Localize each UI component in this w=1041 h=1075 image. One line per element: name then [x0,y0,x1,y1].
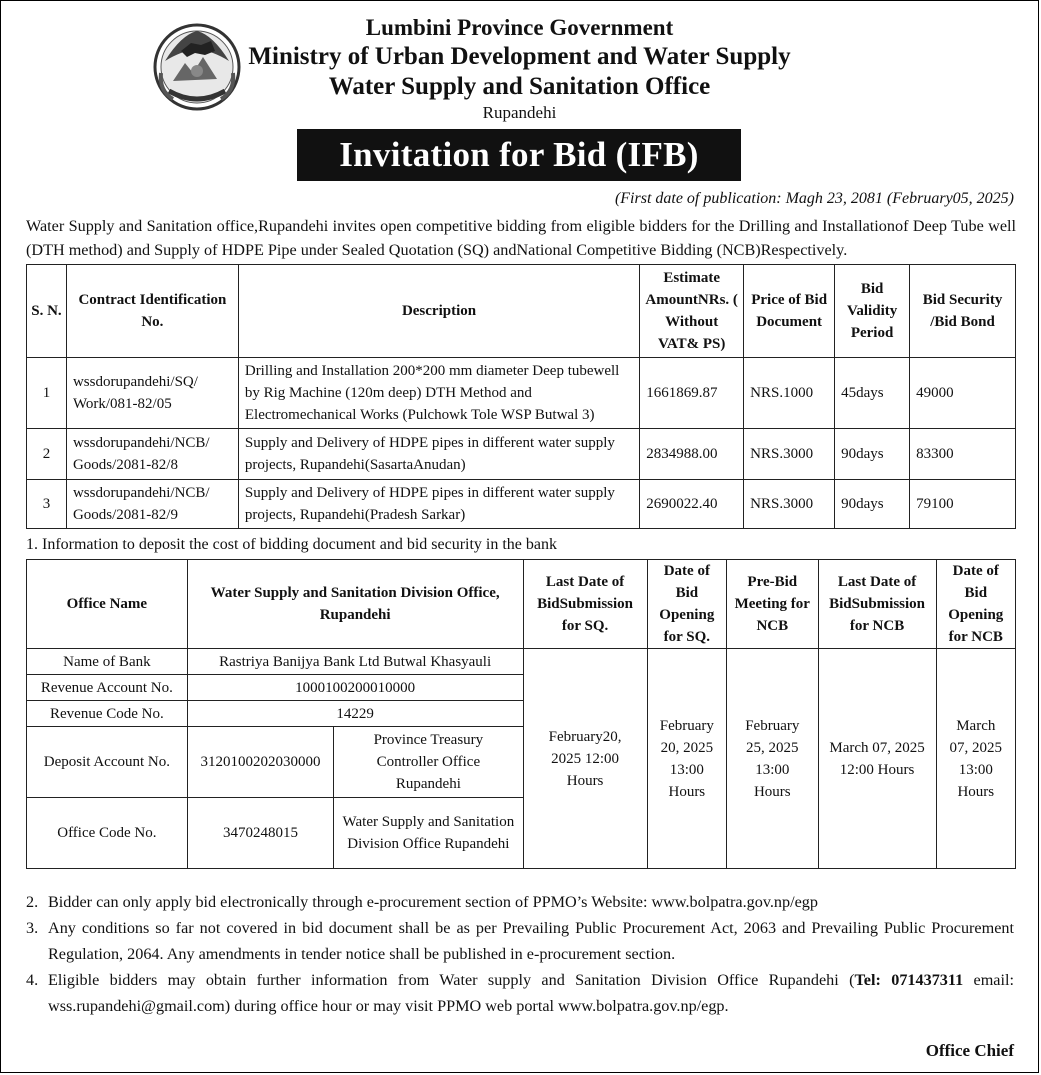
cell-validity: 45days [835,358,910,429]
deposit-account-value: 3120100202030000 [187,727,334,798]
intro-paragraph: Water Supply and Sanitation office,Rupandehi invites open competitive bidding from eligible bidders for the Drilling and Installationof Deep Tube well (DTH method) and Supply of HDPE Pipe under Sealed Quotation (SQ) andNational Competitive Bidding (NCB)Respectively. [26,217,1016,259]
cell-security: 49000 [910,358,1016,429]
cell-validity: 90days [835,429,910,480]
cell-description: Supply and Delivery of HDPE pipes in different water supply projects, Rupandehi(SasartaAnudan) [238,429,639,480]
col-prebid-ncb: Pre-Bid Meeting for NCB [727,560,819,649]
col-description: Description [238,265,639,358]
revenue-account-value: 1000100200010000 [187,675,523,701]
header-province: Lumbini Province Government [365,15,674,40]
note-item [26,967,1014,1019]
cell-contract-id: wssdorupandehi/NCB/ Goods/2081-82/9 [66,480,238,529]
note-number: 3. [26,919,39,937]
cell-estimate: 2690022.40 [640,480,744,529]
revenue-code-value: 14229 [187,701,523,727]
col-security: Bid Security /Bid Bond [910,265,1016,358]
header-office: Water Supply and Sanitation Office [328,73,711,100]
cell-security: 79100 [910,480,1016,529]
col-sn: S. N. [27,265,67,358]
col-last-date-ncb: Last Date of BidSubmission for NCB [818,560,936,649]
opening-sq-value: February 20, 2025 13:00 Hours [647,649,726,869]
col-validity: Bid Validity Period [835,265,910,358]
cell-sn: 2 [27,429,67,480]
cell-price: NRS.1000 [744,358,835,429]
office-code-label: Office Code No. [27,798,188,869]
notes-list [26,889,1014,1019]
office-code-value: 3470248015 [187,798,334,869]
signoff: Office Chief [925,1041,1014,1060]
last-date-sq-value: February20, 2025 12:00 Hours [523,649,647,869]
bank-name-label: Name of Bank [27,649,188,675]
table-row [27,358,1016,429]
col-estimate: Estimate AmountNRs. ( Without VAT& PS) [640,265,744,358]
page-title: Invitation for Bid (IFB) [297,129,741,181]
bank-table [26,559,1016,869]
note-text: Bidder can only apply bid electronically through e-procurement section of PPMO’s Website: www.bolpatra.gov.np/egp [48,893,818,911]
bank-header-row [27,560,1016,649]
col-price: Price of Bid Document [744,265,835,358]
cell-price: NRS.3000 [744,429,835,480]
opening-ncb-value: March 07, 2025 13:00 Hours [936,649,1015,869]
cell-estimate: 2834988.00 [640,429,744,480]
cell-description: Supply and Delivery of HDPE pipes in different water supply projects, Rupandehi(Pradesh Sarkar) [238,480,639,529]
cell-validity: 90days [835,480,910,529]
deposit-account-office: Province Treasury Controller Office Rupandehi [334,727,523,798]
table-row [27,429,1016,480]
info-bank-deposit: 1. Information to deposit the cost of bidding document and bid security in the bank [26,536,558,553]
cell-contract-id: wssdorupandehi/SQ/ Work/081-82/05 [66,358,238,429]
note-number: 2. [26,893,39,911]
cell-sn: 3 [27,480,67,529]
office-code-office: Water Supply and Sanitation Division Office Rupandehi [334,798,523,869]
contact-telephone: Tel: 071437311 [854,971,964,989]
col-contract-id: Contract Identification No. [66,265,238,358]
col-last-date-sq: Last Date of BidSubmission for SQ. [523,560,647,649]
cell-sn: 1 [27,358,67,429]
cell-price: NRS.3000 [744,480,835,529]
cell-contract-id: wssdorupandehi/NCB/ Goods/2081-82/8 [66,429,238,480]
cell-description: Drilling and Installation 200*200 mm diameter Deep tubewell by Rig Machine (120m deep) DTH Method and Electromechanical Works (Pulchowk Tole WSP Butwal 3) [238,358,639,429]
note-item [26,915,1014,967]
cell-estimate: 1661869.87 [640,358,744,429]
header-district: Rupandehi [482,103,557,122]
revenue-code-label: Revenue Code No. [27,701,188,727]
header-ministry: Ministry of Urban Development and Water Supply [248,43,791,70]
last-date-ncb-value: March 07, 2025 12:00 Hours [818,649,936,869]
col-opening-ncb: Date of Bid Opening for NCB [936,560,1015,649]
bank-name-value: Rastriya Banijya Bank Ltd Butwal Khasyauli [187,649,523,675]
col-opening-sq: Date of Bid Opening for SQ. [647,560,726,649]
table-row [27,480,1016,529]
table-header-row [27,265,1016,358]
prebid-ncb-value: February 25, 2025 13:00 Hours [727,649,819,869]
revenue-account-label: Revenue Account No. [27,675,188,701]
col-office-value: Water Supply and Sanitation Division Office, Rupandehi [187,560,523,649]
note-text: Any conditions so far not covered in bid document shall be as per Prevailing Public Procurement Act, 2063 and Prevailing Public Procurement Regulation, 2064. Any amendments in tender notice shall be published in e-procurement section. [48,919,1014,963]
note-item [26,889,1014,915]
note-number: 4. [26,971,39,989]
col-office-name: Office Name [27,560,188,649]
contracts-table [26,264,1016,529]
table-row [27,649,1016,675]
note-text: Eligible bidders may obtain further information from Water supply and Sanitation Division Office Rupandehi (Tel: 071437311 email: wss.rupandehi@gmail.com) during office hour or may visit PPMO web portal www.bolpatra.gov.np/egp. [48,971,1014,1015]
publication-date: (First date of publication: Magh 23, 2081 (February05, 2025) [614,190,1014,207]
deposit-account-label: Deposit Account No. [27,727,188,798]
cell-security: 83300 [910,429,1016,480]
